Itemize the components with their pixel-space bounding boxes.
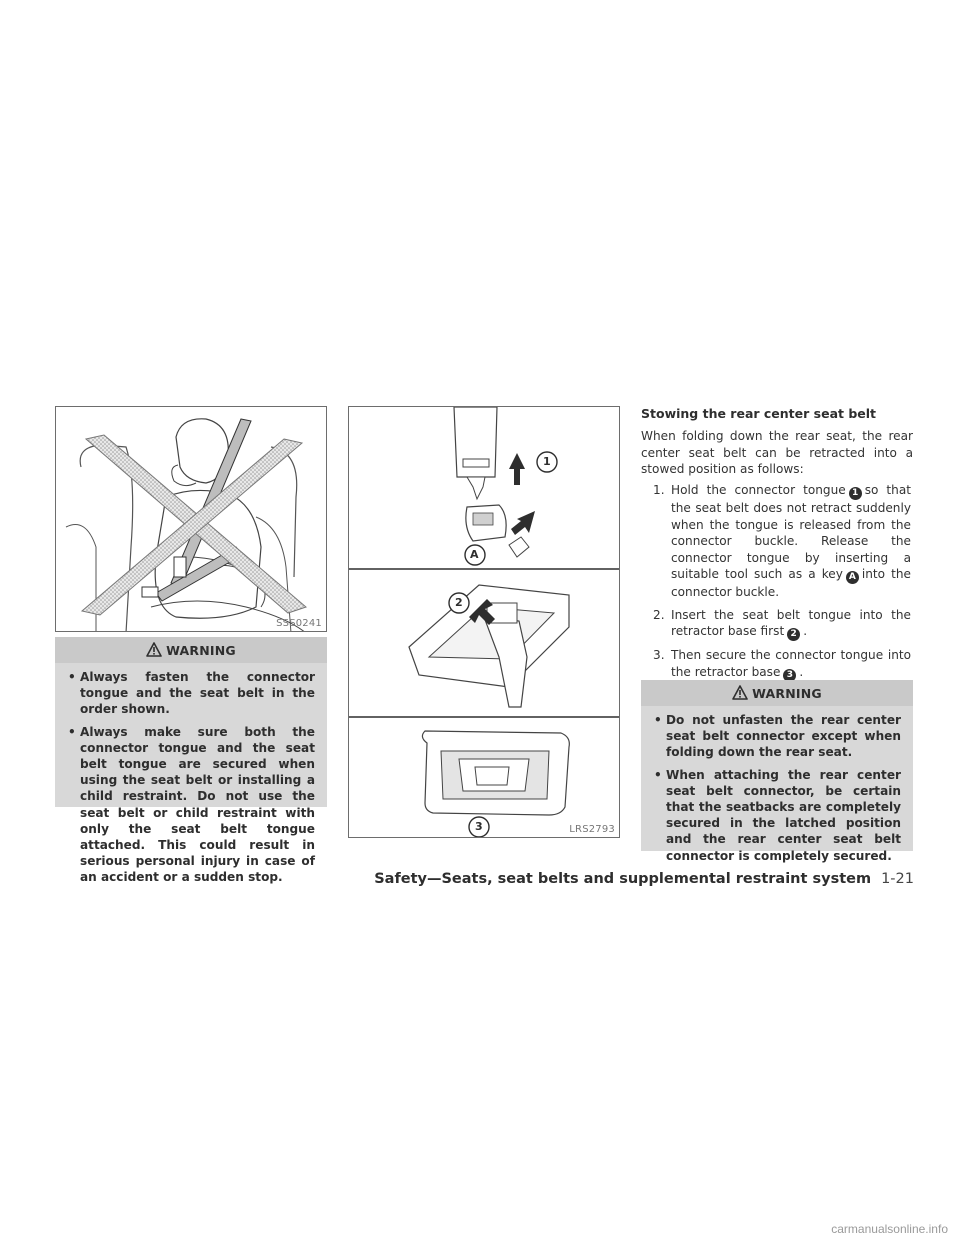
page-footer bbox=[0, 868, 914, 887]
ref-marker-1: 1 bbox=[849, 487, 862, 500]
section-intro: When folding down the rear seat, the rear center seat belt can be retracted into a stowed position as follows: bbox=[641, 429, 913, 476]
callout-3: 3 bbox=[475, 820, 483, 833]
stowing-steps-drawing bbox=[349, 407, 620, 838]
warning-item: • Always make sure both the connector tongue and the seat belt tongue are secured when using the seat belt or installing a child restraint. Do not use the seat belt or child restraint with only the seat belt tongue attached. This could result in serious personal injury in case of an accident or a sudden stop. bbox=[68, 724, 315, 885]
callout-a: A bbox=[470, 548, 479, 561]
up-arrow-icon bbox=[509, 453, 525, 485]
warning-title: WARNING bbox=[752, 685, 822, 701]
center-belt-stowing-illustration bbox=[348, 406, 620, 838]
warning-header bbox=[641, 680, 913, 706]
figure-code: LRS2793 bbox=[569, 824, 615, 835]
watermark: carmanualsonline.info bbox=[831, 1222, 948, 1236]
ref-marker-2: 2 bbox=[787, 628, 800, 641]
seated-woman-seatbelt-illustration bbox=[55, 406, 327, 632]
warning-item: • Always fasten the connector tongue and the seat belt in the order shown. bbox=[68, 670, 315, 717]
warning-header bbox=[55, 637, 327, 663]
ref-marker-a: A bbox=[846, 571, 859, 584]
warning-triangle-icon bbox=[146, 642, 162, 658]
step-item: 2. Insert the seat belt tongue into the retractor base first 2 . bbox=[653, 607, 911, 639]
footer-title: Safety—Seats, seat belts and supplemental restraint system bbox=[374, 871, 872, 887]
warning-box-right bbox=[641, 680, 913, 863]
callout-2: 2 bbox=[455, 596, 463, 609]
seated-woman-drawing bbox=[56, 407, 327, 632]
warning-title: WARNING bbox=[166, 642, 236, 658]
diagonal-arrow-icon bbox=[511, 511, 535, 535]
ref-marker-3: 3 bbox=[783, 669, 796, 682]
warning-item: • When attaching the rear center seat belt connector, be certain that the seatbacks are completely secured in the latched position and the rear center seat belt connector is completely secured. bbox=[654, 767, 901, 863]
section-title: Stowing the rear center seat belt bbox=[641, 406, 877, 421]
callout-1: 1 bbox=[543, 455, 551, 468]
step-item: 3. Then secure the connector tongue into the retractor base 3 . bbox=[653, 648, 911, 680]
page-number: 1-21 bbox=[881, 871, 914, 887]
warning-list bbox=[641, 706, 913, 872]
warning-box-left bbox=[55, 637, 327, 885]
step-item: 1. Hold the connector tongue 1 so that the seat belt does not retract suddenly when the tongue is released from the connector buckle. Release the connector tongue by inserting a suitable tool such as a key A into the connector buckle. bbox=[653, 483, 911, 599]
warning-list bbox=[55, 663, 327, 894]
figure-code: SSS0241 bbox=[276, 618, 322, 629]
warning-triangle-icon bbox=[732, 685, 748, 701]
warning-item: • Do not unfasten the rear center seat belt connector except when folding down the rear seat. bbox=[654, 713, 901, 760]
steps-list bbox=[641, 482, 913, 688]
